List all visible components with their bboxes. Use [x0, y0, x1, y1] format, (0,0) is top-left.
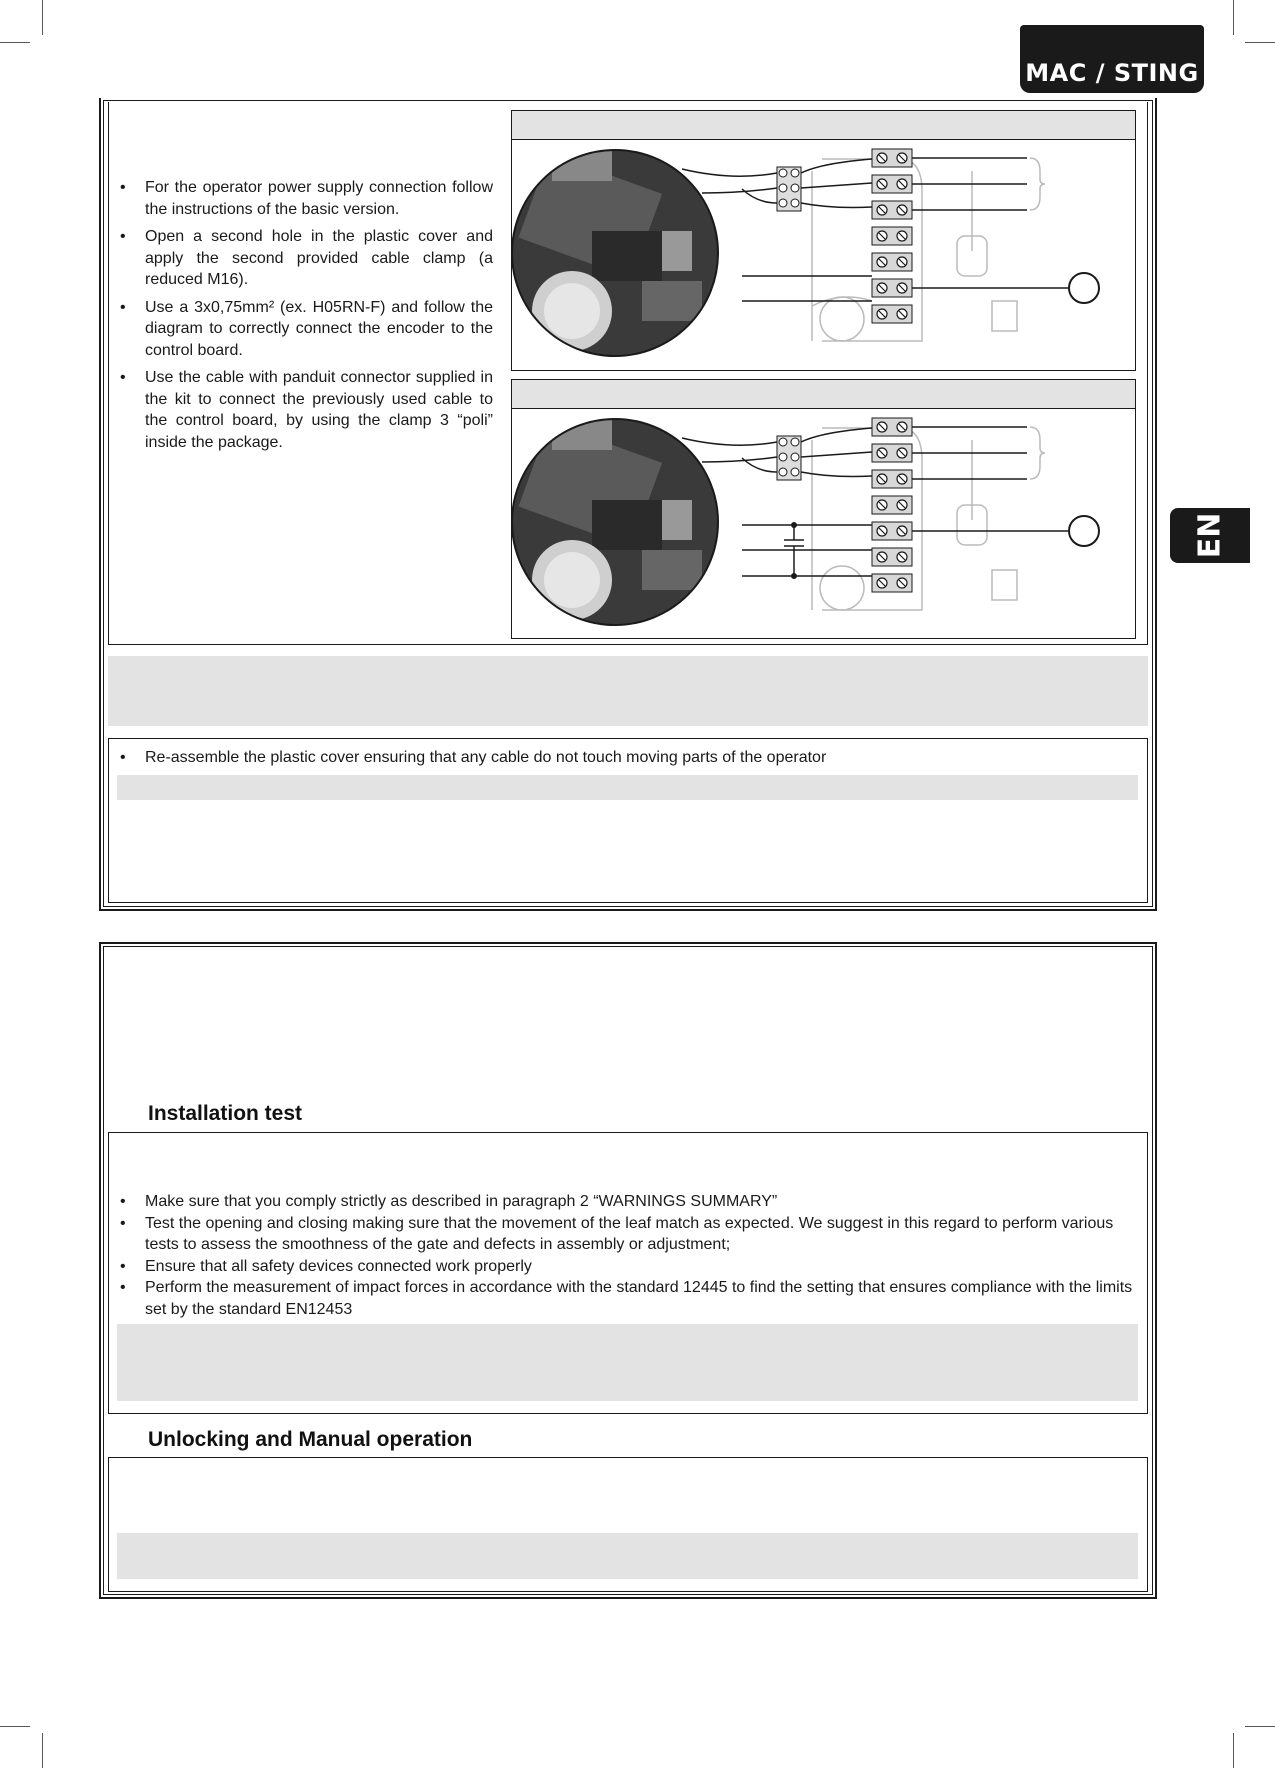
unlocking-note-band: [117, 1533, 1138, 1579]
crop-mark: [42, 1733, 43, 1768]
wiring-instructions: [120, 177, 493, 459]
crop-mark: [0, 42, 30, 43]
language-tab: [1170, 508, 1250, 563]
encoder-wiring-diagram-2: [512, 380, 1135, 638]
list-item: • Re-assemble the plastic cover ensuring that any cable do not touch moving parts of the operator: [120, 747, 1130, 769]
list-item: • Test the opening and closing making sure that the movement of the leaf match as expected. We suggest in this regard to perform various tests to assess the smoothness of the gate and defects in assembly or adjustment;: [120, 1213, 1138, 1256]
list-item: • Perform the measurement of impact forces in accordance with the standard 12445 to find the setting that ensures compliance with the limits set by the standard EN12453: [120, 1277, 1138, 1320]
product-title: MAC / STING: [1025, 59, 1199, 87]
installation-test-list: [120, 1191, 1138, 1320]
installation-test-note-band: [117, 1324, 1138, 1401]
encoder-wiring-diagram-1: [512, 111, 1135, 370]
crop-mark: [1245, 1726, 1275, 1727]
list-item: • Ensure that all safety devices connected work properly: [120, 1256, 1138, 1278]
list-item: • Make sure that you comply strictly as described in paragraph 2 “WARNINGS SUMMARY”: [120, 1191, 1138, 1213]
product-title-tab: [1020, 25, 1204, 93]
encoder-diagram-panel-2: [511, 379, 1136, 639]
language-label: EN: [1192, 512, 1228, 559]
encoder-diagram-panel-1: [511, 110, 1136, 371]
crop-mark: [1245, 42, 1275, 43]
crop-mark: [1233, 1733, 1234, 1768]
list-item: • Open a second hole in the plastic cover and apply the second provided cable clamp (a reduced M16).: [120, 226, 493, 291]
crop-mark: [1233, 0, 1234, 35]
list-item: • Use the cable with panduit connector supplied in the kit to connect the previously used cable to the control board, by using the clamp 3 “poli” inside the package.: [120, 367, 493, 453]
reassemble-note-band: [117, 775, 1138, 800]
list-item: • Use a 3x0,75mm² (ex. H05RN-F) and follow the diagram to correctly connect the encoder to the control board.: [120, 297, 493, 362]
reassemble-list: [120, 747, 1130, 769]
installation-test-title: Installation test: [148, 1102, 303, 1125]
unlocking-title: Unlocking and Manual operation: [148, 1428, 473, 1451]
warning-note-band: [108, 656, 1148, 726]
crop-mark: [0, 1726, 30, 1727]
crop-mark: [42, 0, 43, 35]
list-item: • For the operator power supply connection follow the instructions of the basic version.: [120, 177, 493, 220]
